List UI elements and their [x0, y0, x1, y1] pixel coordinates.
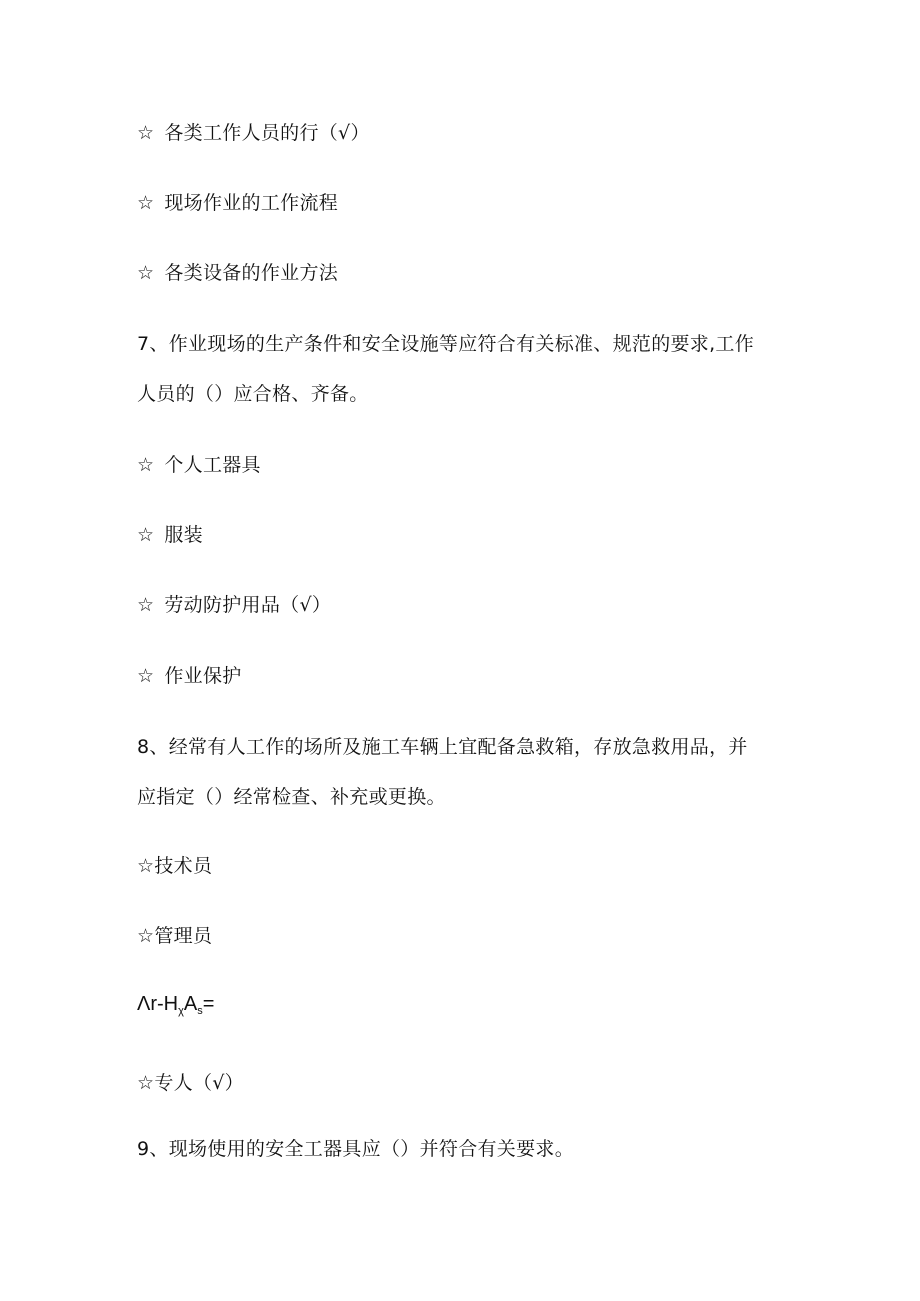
question-text: 9、现场使用的安全工器具应（）并符合有关要求。	[137, 1138, 574, 1160]
option-text: 个人工器具	[164, 454, 261, 476]
garbled-option-line	[137, 992, 214, 1016]
option-line	[137, 523, 203, 547]
option-text: 服装	[164, 524, 203, 546]
question-line	[137, 1137, 574, 1161]
question-line	[137, 382, 369, 406]
option-line	[137, 1071, 244, 1095]
option-text: 劳动防护用品（√）	[164, 594, 332, 616]
garbled-text-b: A	[183, 993, 198, 1015]
option-text: 管理员	[154, 925, 213, 947]
option-line	[137, 261, 338, 285]
garbled-subscript-2: s	[197, 1005, 203, 1017]
garbled-subscript-1: χ	[178, 1005, 184, 1017]
question-text: 7、作业现场的生产条件和安全设施等应符合有关标准、规范的要求,工作	[137, 333, 755, 355]
question-text: 人员的（）应合格、齐备。	[137, 383, 369, 405]
garbled-text-c: =	[202, 993, 215, 1015]
option-line	[137, 854, 212, 878]
garbled-text-a: Λr-H	[137, 993, 179, 1015]
option-text: 各类工作人员的行（√）	[164, 122, 370, 144]
star-icon: ☆	[137, 594, 155, 616]
star-icon: ☆	[137, 855, 155, 877]
star-icon: ☆	[137, 262, 155, 284]
star-icon: ☆	[137, 454, 155, 476]
option-line	[137, 924, 212, 948]
option-line	[137, 593, 331, 617]
option-text: 专人（√）	[154, 1072, 244, 1094]
option-text: 技术员	[154, 855, 213, 877]
star-icon: ☆	[137, 925, 155, 947]
question-line	[137, 785, 446, 809]
star-icon: ☆	[137, 524, 155, 546]
option-text: 各类设备的作业方法	[164, 262, 339, 284]
star-icon: ☆	[137, 192, 155, 214]
question-text: 应指定（）经常检查、补充或更换。	[137, 786, 446, 808]
star-icon: ☆	[137, 122, 155, 144]
star-icon: ☆	[137, 665, 155, 687]
option-line	[137, 453, 261, 477]
option-line	[137, 664, 242, 688]
question-text: 8、经常有人工作的场所及施工车辆上宜配备急救箱，存放急救用品，并	[137, 736, 748, 758]
star-icon: ☆	[137, 1072, 155, 1094]
question-line	[137, 735, 748, 759]
option-line	[137, 121, 370, 145]
question-line	[137, 332, 754, 356]
option-text: 作业保护	[164, 665, 242, 687]
option-text: 现场作业的工作流程	[164, 192, 339, 214]
option-line	[137, 191, 338, 215]
